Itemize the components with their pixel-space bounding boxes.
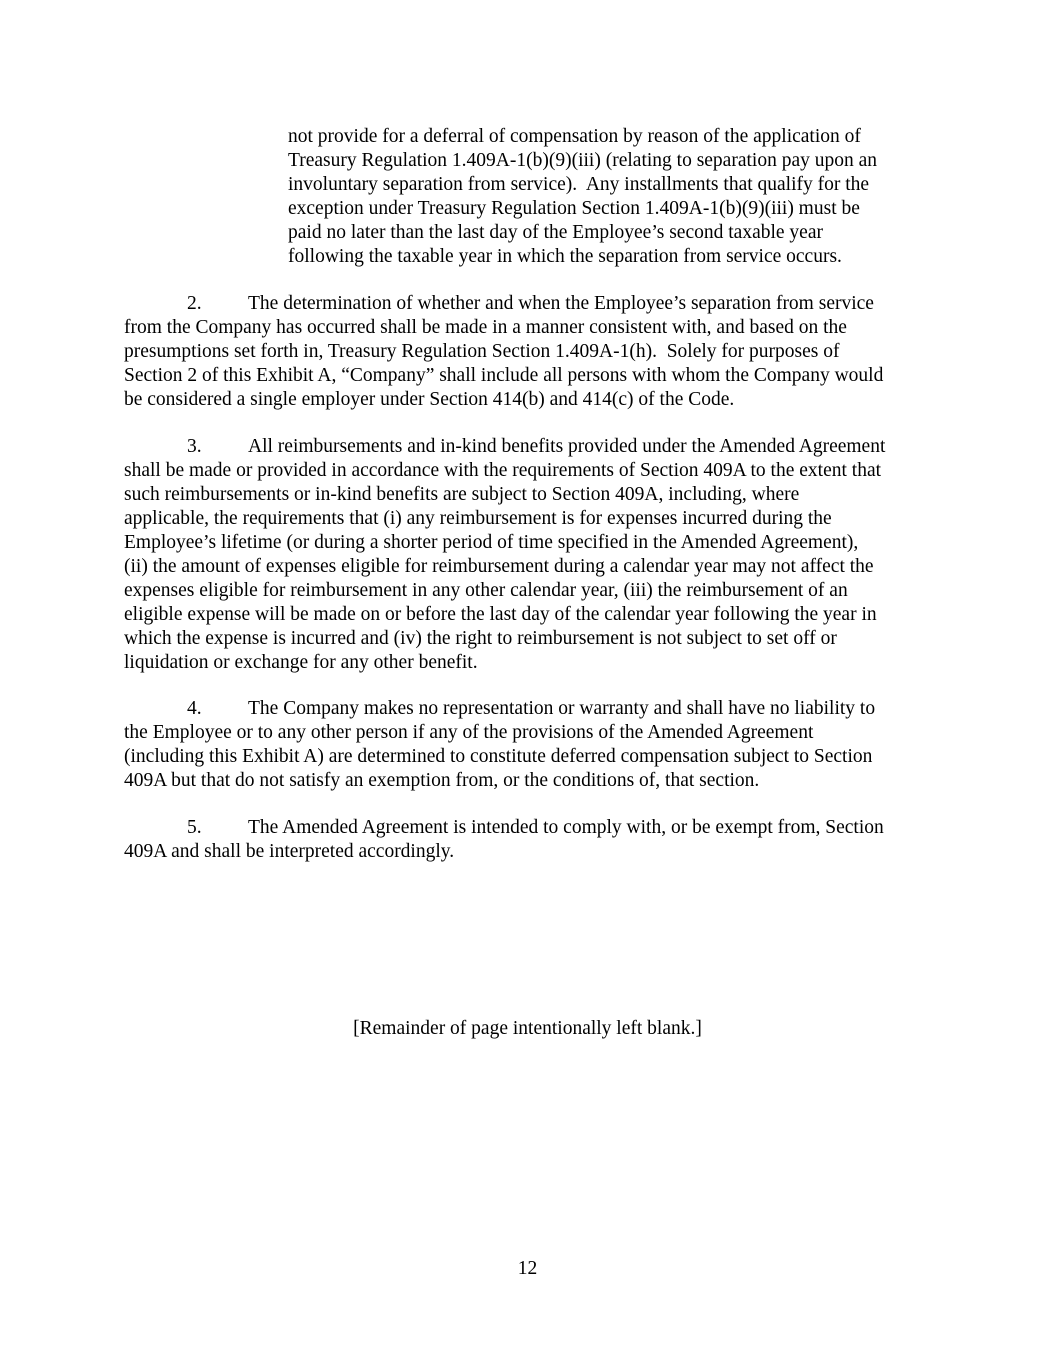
paragraph-line: liquidation or exchange for any other benefit. — [124, 652, 478, 673]
paragraph-line: 409A but that do not satisfy an exemption from, or the conditions of, that section. — [124, 770, 760, 791]
paragraph-line: the Employee or to any other person if any of the provisions of the Amended Agreement — [124, 722, 814, 743]
remainder-note: [Remainder of page intentionally left blank.] — [353, 1018, 702, 1039]
paragraph-line: Employee’s lifetime (or during a shorter period of time specified in the Amended Agreement), — [124, 532, 859, 553]
section-number: 3. — [187, 436, 202, 457]
paragraph-line: The Company makes no representation or warranty and shall have no liability to — [248, 698, 876, 719]
paragraph-line: Treasury Regulation 1.409A-1(b)(9)(iii) (relating to separation pay upon an — [288, 150, 878, 171]
paragraph-line: presumptions set forth in, Treasury Regulation Section 1.409A-1(h). Solely for purposes of — [124, 341, 840, 362]
paragraph-line: All reimbursements and in-kind benefits provided under the Amended Agreement — [248, 436, 886, 457]
paragraph-line: involuntary separation from service). Any installments that qualify for the — [288, 174, 870, 195]
section-number: 4. — [187, 698, 202, 719]
paragraph-line: expenses eligible for reimbursement in any other calendar year, (iii) the reimbursement of an — [124, 580, 848, 601]
section-number: 5. — [187, 817, 202, 838]
paragraph-line: following the taxable year in which the separation from service occurs. — [288, 246, 842, 267]
paragraph-line: (including this Exhibit A) are determined to constitute deferred compensation subject to Section — [124, 746, 873, 767]
paragraph-line: from the Company has occurred shall be made in a manner consistent with, and based on the — [124, 317, 847, 338]
paragraph-line: not provide for a deferral of compensation by reason of the application of — [288, 126, 861, 147]
paragraph-line: eligible expense will be made on or before the last day of the calendar year following the year in — [124, 604, 877, 625]
paragraph-line: The determination of whether and when the Employee’s separation from service — [248, 293, 874, 314]
paragraph-line: exception under Treasury Regulation Section 1.409A-1(b)(9)(iii) must be — [288, 198, 860, 219]
section-number: 2. — [187, 293, 202, 314]
paragraph-line: be considered a single employer under Section 414(b) and 414(c) of the Code. — [124, 389, 735, 410]
paragraph-line: The Amended Agreement is intended to comply with, or be exempt from, Section — [248, 817, 884, 838]
paragraph-line: 409A and shall be interpreted accordingly. — [124, 841, 455, 862]
page-number: 12 — [517, 1258, 538, 1279]
paragraph-line: such reimbursements or in-kind benefits are subject to Section 409A, including, where — [124, 484, 800, 505]
paragraph-line: (ii) the amount of expenses eligible for reimbursement during a calendar year may not affect the — [124, 556, 874, 577]
paragraph-line: which the expense is incurred and (iv) the right to reimbursement is not subject to set off or — [124, 628, 837, 649]
paragraph-line: shall be made or provided in accordance with the requirements of Section 409A to the extent that — [124, 460, 882, 481]
paragraph-line: paid no later than the last day of the Employee’s second taxable year — [288, 222, 823, 243]
paragraph-line: Section 2 of this Exhibit A, “Company” shall include all persons with whom the Company would — [124, 365, 884, 386]
paragraph-line: applicable, the requirements that (i) any reimbursement is for expenses incurred during the — [124, 508, 832, 529]
